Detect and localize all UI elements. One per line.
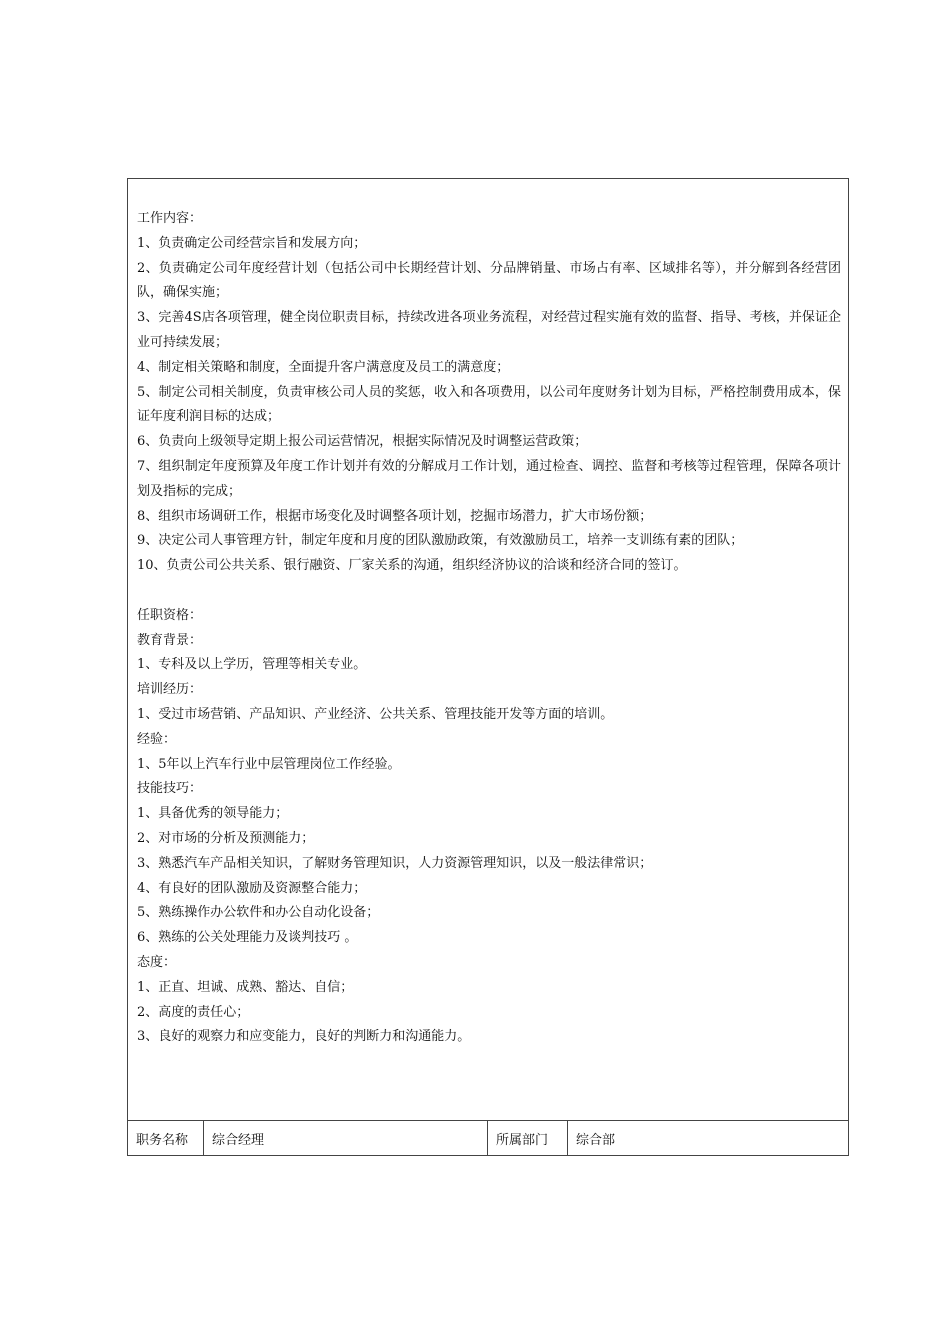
position-value: 综合经理 — [204, 1121, 488, 1155]
attitude-item: 1、正直、坦诚、成熟、豁达、自信； — [137, 979, 354, 995]
section-spacer — [137, 579, 841, 604]
skills-item: 4、有良好的团队激励及资源整合能力； — [137, 880, 367, 896]
qualifications-heading: 任职资格： — [137, 607, 203, 623]
job-content-item: 2、负责确定公司年度经营计划（包括公司中长期经营计划、分品牌销量、市场占有率、区域排名等），并分解到各经营团队，确保实施； — [137, 260, 841, 301]
job-content-item: 9、决定公司人事管理方针，制定年度和月度的团队激励政策，有效激励员工，培养一支训练有素的团队； — [137, 533, 744, 549]
job-description-content — [137, 207, 841, 1050]
job-info-row — [128, 1120, 848, 1155]
job-content-item: 10、负责公司公共关系、银行融资、厂家关系的沟通，组织经济协议的洽谈和经济合同的签订。 — [137, 558, 687, 574]
position-label: 职务名称 — [128, 1121, 204, 1155]
education-heading: 教育背景： — [137, 632, 203, 648]
skills-item: 3、熟悉汽车产品相关知识，了解财务管理知识，人力资源管理知识，以及一般法律常识； — [137, 855, 653, 871]
skills-item: 1、具备优秀的领导能力； — [137, 806, 289, 822]
experience-heading: 经验： — [137, 731, 177, 747]
skills-item: 2、对市场的分析及预测能力； — [137, 830, 315, 846]
job-description-table — [127, 178, 849, 1156]
education-item: 1、专科及以上学历，管理等相关专业。 — [137, 657, 367, 673]
job-content-item: 1、负责确定公司经营宗旨和发展方向； — [137, 235, 367, 251]
job-content-item: 8、组织市场调研工作，根据市场变化及时调整各项计划，挖掘市场潜力，扩大市场份额； — [137, 508, 653, 524]
job-content-heading: 工作内容： — [137, 211, 203, 226]
attitude-item: 2、高度的责任心； — [137, 1004, 250, 1020]
attitude-heading: 态度： — [137, 954, 177, 970]
skills-heading: 技能技巧： — [137, 781, 203, 797]
attitude-item: 3、良好的观察力和应变能力，良好的判断力和沟通能力。 — [137, 1029, 471, 1045]
job-content-item: 7、组织制定年度预算及年度工作计划并有效的分解成月工作计划，通过检查、调控、监督和考核等过程管理，保障各项计划及指标的完成； — [137, 458, 841, 499]
skills-item: 6、熟练的公关处理能力及谈判技巧 。 — [137, 930, 358, 946]
training-item: 1、受过市场营销、产品知识、产业经济、公共关系、管理技能开发等方面的培训。 — [137, 706, 614, 722]
training-heading: 培训经历： — [137, 682, 203, 698]
experience-item: 1、5年以上汽车行业中层管理岗位工作经验。 — [137, 756, 401, 772]
department-label: 所属部门 — [488, 1121, 568, 1155]
job-content-item: 5、制定公司相关制度，负责审核公司人员的奖惩，收入和各项费用，以公司年度财务计划为目标，严格控制费用成本，保证年度利润目标的达成； — [137, 384, 841, 425]
job-content-item: 6、负责向上级领导定期上报公司运营情况，根据实际情况及时调整运营政策； — [137, 434, 588, 450]
department-value: 综合部 — [576, 1132, 616, 1148]
job-content-item: 4、制定相关策略和制度，全面提升客户满意度及员工的满意度； — [137, 359, 510, 375]
skills-item: 5、熟练操作办公软件和办公自动化设备； — [137, 905, 380, 921]
job-content-item: 3、完善4S店各项管理，健全岗位职责目标，持续改进各项业务流程，对经营过程实施有效的监督、指导、考核，并保证企业可持续发展； — [137, 310, 841, 350]
